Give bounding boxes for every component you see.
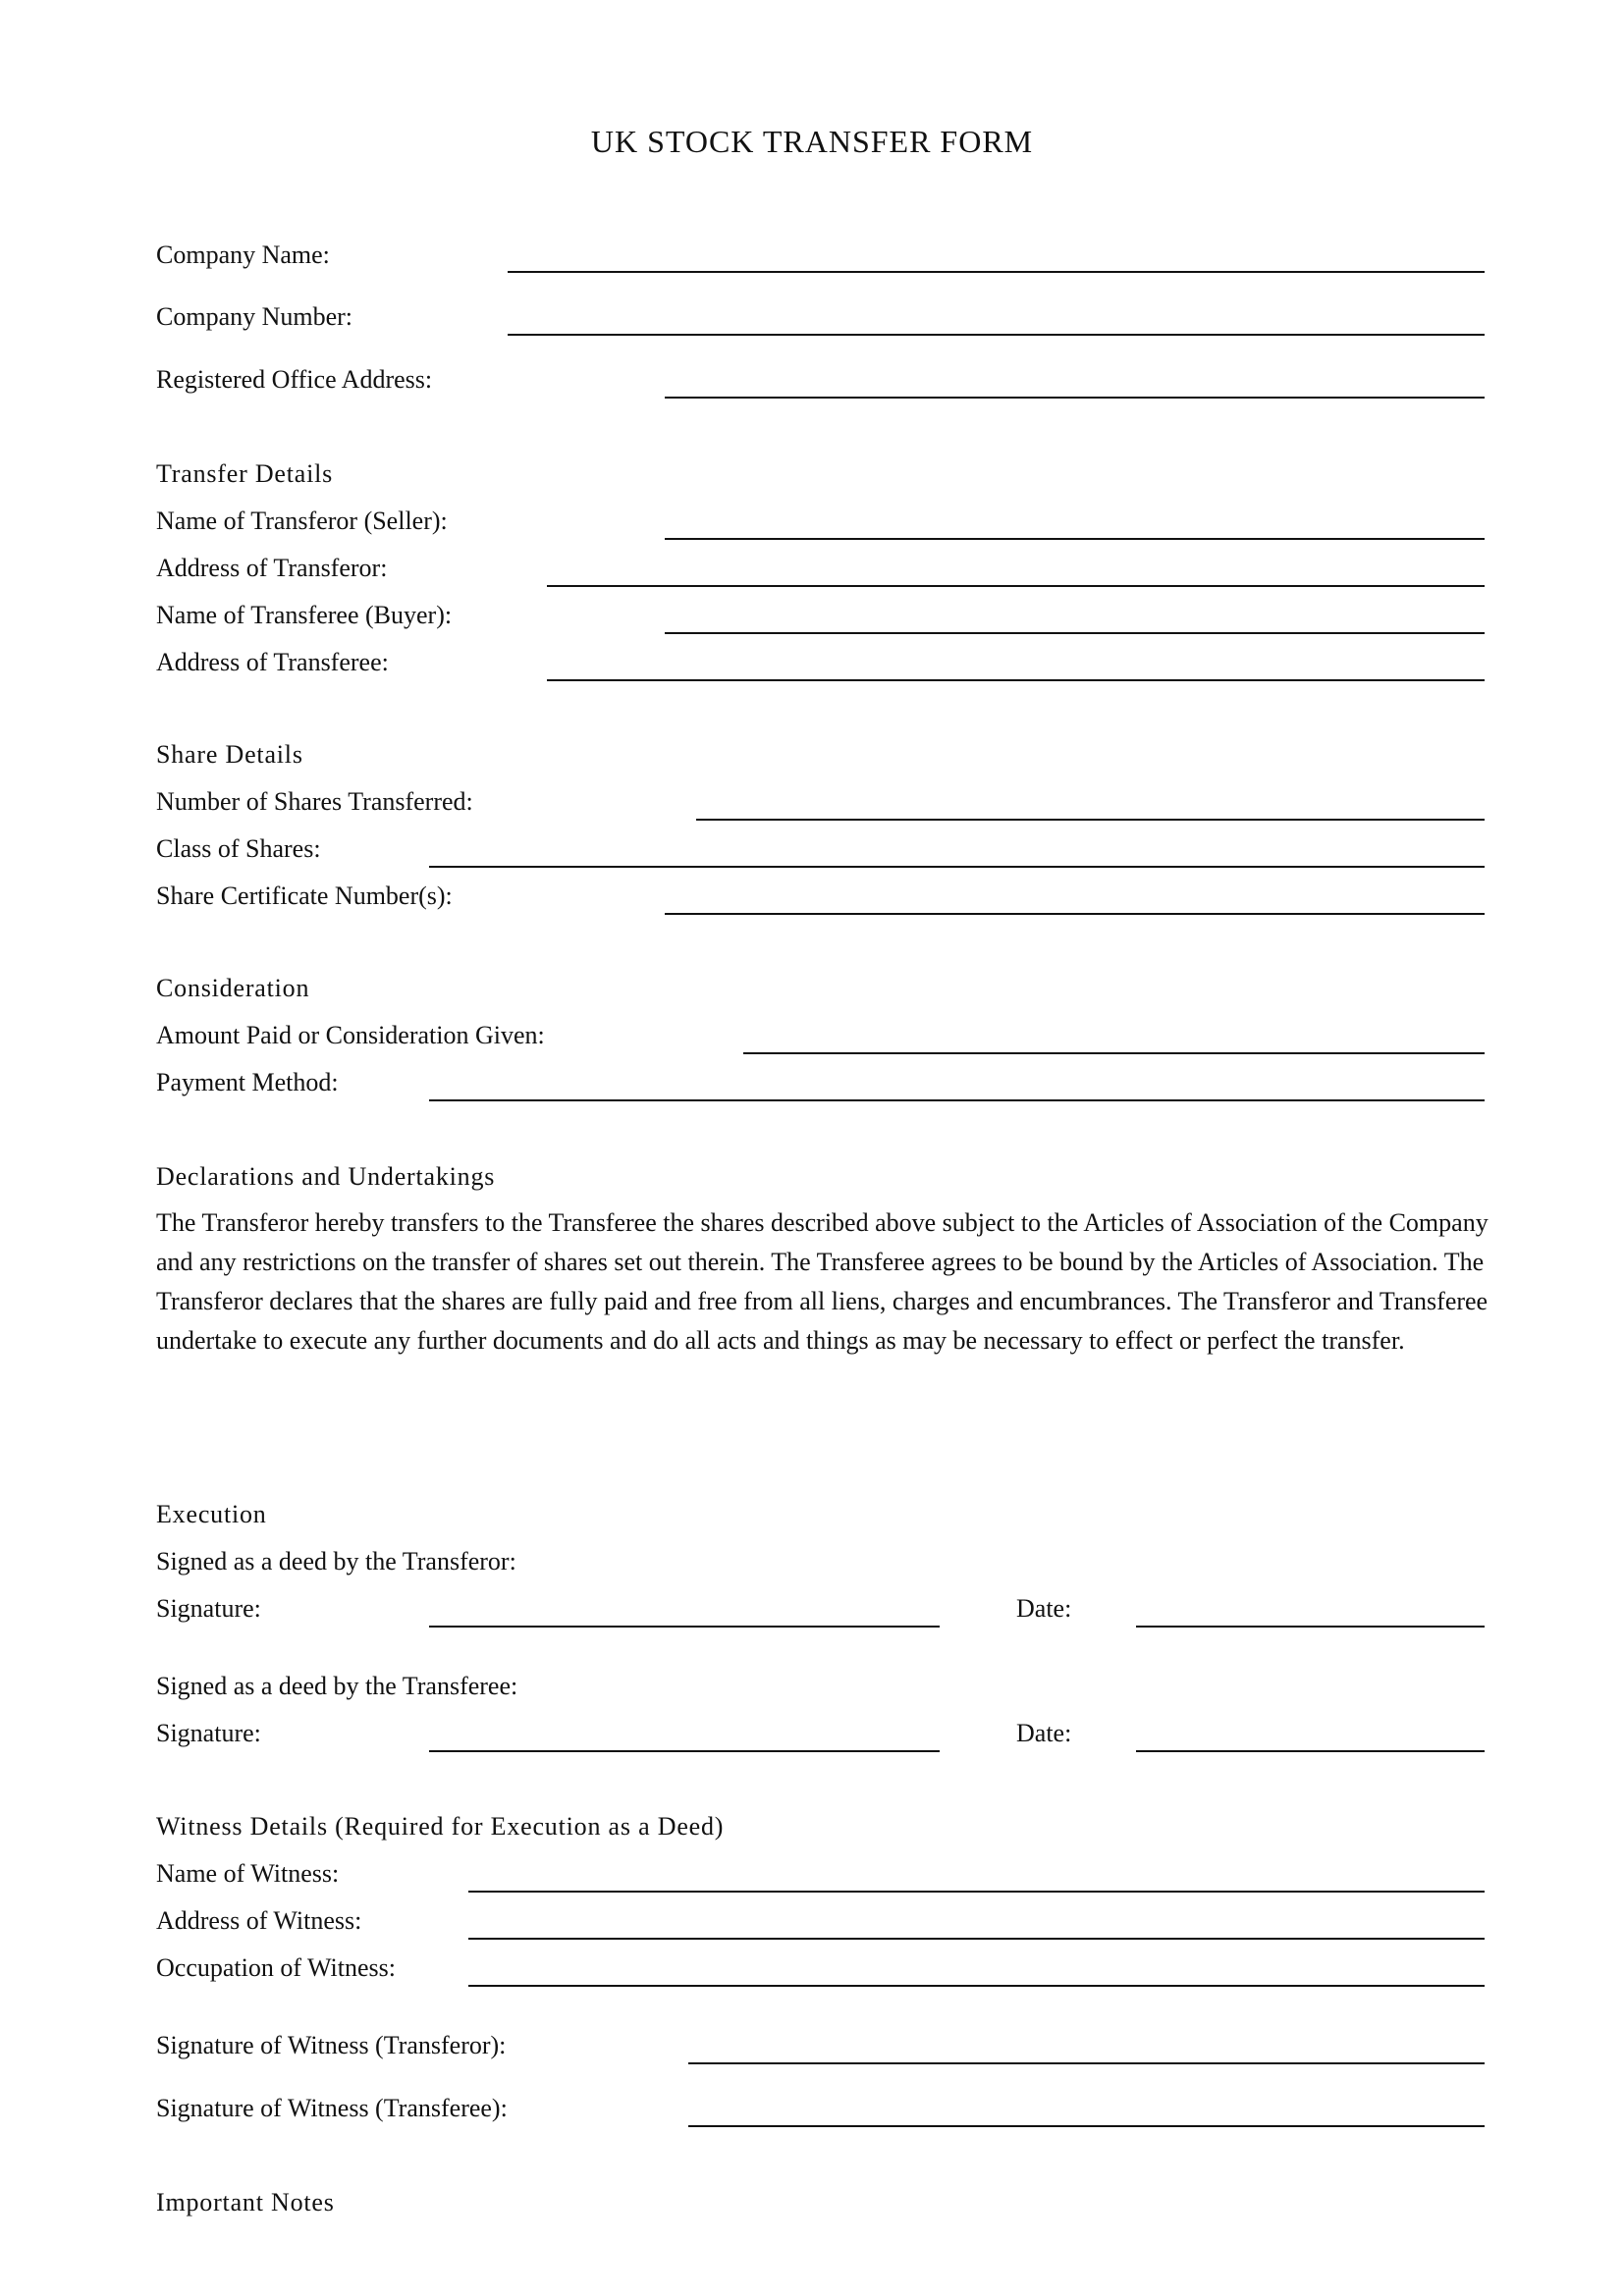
amount-field[interactable] (743, 1052, 1485, 1054)
transferee-date-field[interactable] (1136, 1750, 1485, 1752)
transferor-name-label: Name of Transferor (Seller): (156, 507, 448, 535)
transferee-name-field[interactable] (665, 632, 1485, 634)
payment-method-label: Payment Method: (156, 1068, 339, 1096)
witness-name-label: Name of Witness: (156, 1859, 340, 1888)
transferee-address-field[interactable] (547, 679, 1485, 681)
declarations-text: The Transferor hereby transfers to the Transferee the shares described above subject to the Articles of Association of the Company and any restrictions on the transfer of shares set out therein. The Transferee agrees to be bound by the Articles of Association. The Transferor declares that the shares are fully paid and free from all liens, charges and encumbrances. The Transferor and Transferee undertake to execute any further documents and do all acts and things as may be necessary to effect or perfect the transfer. (156, 1208, 1489, 1355)
certificate-number-field[interactable] (665, 913, 1485, 915)
witness-heading: Witness Details (Required for Execution as a Deed) (156, 1812, 725, 1841)
transferee-name-label: Name of Transferee (Buyer): (156, 601, 453, 629)
witness-occupation-field[interactable] (468, 1985, 1485, 1987)
witness-sig-transferee-field[interactable] (688, 2125, 1485, 2127)
transferor-signature-field[interactable] (429, 1626, 940, 1628)
transferor-address-field[interactable] (547, 585, 1485, 587)
company-name-label: Company Name: (156, 240, 330, 269)
transferor-address-label: Address of Transferor: (156, 554, 388, 582)
transferee-date-label: Date: (1016, 1719, 1072, 1747)
witness-sig-transferor-field[interactable] (688, 2062, 1485, 2064)
form-title: UK STOCK TRANSFER FORM (590, 124, 1034, 159)
registered-office-field[interactable] (665, 397, 1485, 399)
witness-address-field[interactable] (468, 1938, 1485, 1940)
witness-address-label: Address of Witness: (156, 1906, 362, 1935)
transferee-deed-label: Signed as a deed by the Transferee: (156, 1672, 518, 1700)
transferor-date-field[interactable] (1136, 1626, 1485, 1628)
transferee-signature-field[interactable] (429, 1750, 940, 1752)
share-details-heading: Share Details (156, 740, 303, 769)
witness-sig-transferee-label: Signature of Witness (Transferee): (156, 2094, 508, 2122)
certificate-number-label: Share Certificate Number(s): (156, 881, 453, 910)
witness-name-field[interactable] (468, 1891, 1485, 1893)
transferor-deed-label: Signed as a deed by the Transferor: (156, 1547, 516, 1575)
company-name-field[interactable] (508, 271, 1485, 273)
consideration-heading: Consideration (156, 974, 310, 1002)
important-notes-heading: Important Notes (156, 2188, 335, 2216)
amount-label: Amount Paid or Consideration Given: (156, 1021, 545, 1049)
shares-number-label: Number of Shares Transferred: (156, 787, 473, 816)
transferor-date-label: Date: (1016, 1594, 1072, 1623)
transferor-name-field[interactable] (665, 538, 1485, 540)
transferor-signature-label: Signature: (156, 1594, 261, 1623)
witness-sig-transferor-label: Signature of Witness (Transferor): (156, 2031, 507, 2059)
company-number-label: Company Number: (156, 302, 353, 331)
transferee-signature-label: Signature: (156, 1719, 261, 1747)
execution-heading: Execution (156, 1500, 267, 1528)
witness-occupation-label: Occupation of Witness: (156, 1953, 396, 1982)
declarations-heading: Declarations and Undertakings (156, 1162, 496, 1191)
shares-number-field[interactable] (696, 819, 1485, 821)
registered-office-label: Registered Office Address: (156, 365, 433, 394)
transfer-details-heading: Transfer Details (156, 459, 334, 488)
shares-class-field[interactable] (429, 866, 1485, 868)
shares-class-label: Class of Shares: (156, 834, 321, 863)
transferee-address-label: Address of Transferee: (156, 648, 389, 676)
payment-method-field[interactable] (429, 1099, 1485, 1101)
company-number-field[interactable] (508, 334, 1485, 336)
